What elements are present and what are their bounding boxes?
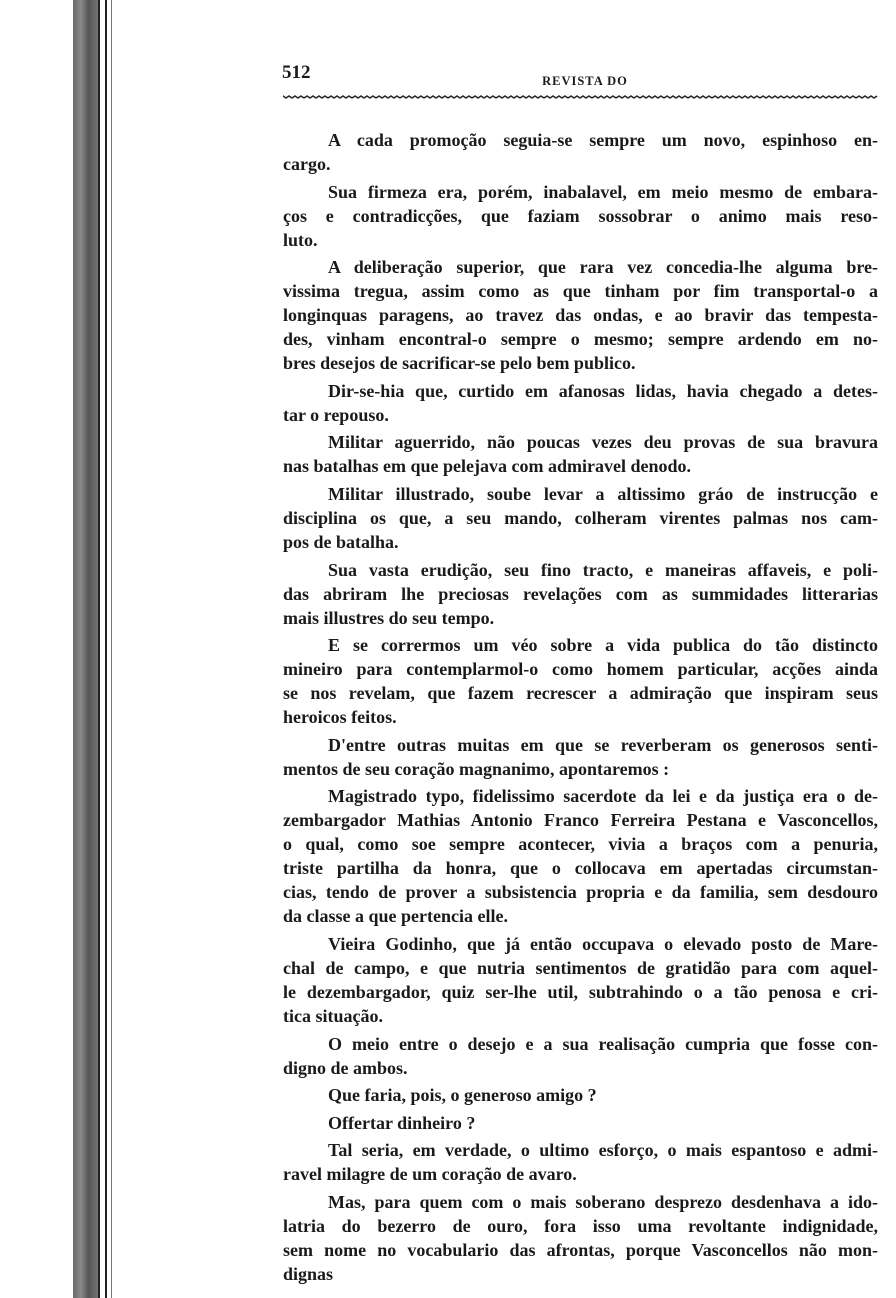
text-line: se nos revelam, que fazem recrescer a admiração que inspiram seus bbox=[283, 683, 878, 704]
text-line: das abriram lhe preciosas revelações com as summidades litterarias bbox=[283, 583, 878, 604]
paragraph bbox=[283, 180, 878, 252]
text-line: tica situação. bbox=[283, 1005, 383, 1026]
text-line: bres desejos de sacrificar-se pelo bem publico. bbox=[283, 353, 636, 374]
text-line: mineiro para contemplarmol-o como homem particular, acções ainda bbox=[283, 659, 878, 680]
text-line: O meio entre o desejo e a sua realisação cumpria que fosse con- bbox=[328, 1033, 878, 1054]
paragraph bbox=[283, 558, 878, 630]
page-number: 512 bbox=[282, 62, 311, 83]
paragraph bbox=[283, 1083, 878, 1107]
text-line: Sua firmeza era, porém, inabalavel, em meio mesmo de embara- bbox=[328, 181, 878, 202]
text-line: Que faria, pois, o generoso amigo ? bbox=[328, 1085, 597, 1106]
gutter-line bbox=[98, 0, 100, 1298]
text-line: da classe a que pertencia elle. bbox=[283, 906, 508, 927]
paragraph bbox=[283, 430, 878, 478]
gutter-line bbox=[111, 0, 112, 1298]
paragraph bbox=[283, 379, 878, 427]
text-line: Militar aguerrido, não poucas vezes deu provas de sua bravura bbox=[328, 432, 878, 453]
text-line: tar o repouso. bbox=[283, 404, 389, 425]
text-line: des, vinham encontral-o sempre o mesmo; sempre ardendo em no- bbox=[283, 329, 878, 350]
text-line: dignas bbox=[283, 1263, 334, 1284]
text-line: Tal seria, em verdade, o ultimo esforço, o mais espantoso e admi- bbox=[328, 1140, 878, 1161]
paragraph bbox=[283, 733, 878, 781]
text-line: Offertar dinheiro ? bbox=[328, 1112, 476, 1133]
text-line: sem nome no vocabulario das afrontas, porque Vasconcellos não mon- bbox=[283, 1239, 878, 1260]
text-line: zembargador Mathias Antonio Franco Ferreira Pestana e Vasconcellos, bbox=[283, 810, 878, 831]
text-line: Vieira Godinho, que já então occupava o elevado posto de Mare- bbox=[328, 933, 878, 954]
text-line: E se corrermos um véo sobre a vida publica do tão distincto bbox=[328, 635, 878, 656]
paragraph bbox=[283, 784, 878, 928]
text-line: A cada promoção seguia-se sempre um novo, espinhoso en- bbox=[328, 130, 878, 150]
text-line: cias, tendo de prover a subsistencia propria e da familia, sem desdouro bbox=[283, 882, 878, 903]
text-line: chal de campo, e que nutria sentimentos de gratidão para com aquel- bbox=[283, 957, 878, 978]
text-line: Militar illustrado, soube levar a altissimo gráo de instrucção e bbox=[328, 483, 878, 504]
text-line: Dir-se-hia que, curtido em afanosas lidas, havia chegado a detes- bbox=[328, 380, 878, 401]
text-line: vissima tregua, assim como as que tinham por fim transportal-o a bbox=[283, 281, 878, 302]
text-line: luto. bbox=[283, 229, 318, 250]
text-line: heroicos feitos. bbox=[283, 707, 397, 728]
text-line: Magistrado typo, fidelissimo sacerdote da lei e da justiça era o de- bbox=[328, 786, 878, 807]
text-line: nas batalhas em que pelejava com admiravel denodo. bbox=[283, 456, 692, 477]
paragraph bbox=[283, 633, 878, 729]
wavy-header-rule bbox=[283, 95, 879, 99]
paragraph bbox=[283, 482, 878, 554]
text-line: disciplina os que, a seu mando, colheram virentes palmas nos cam- bbox=[283, 507, 878, 528]
paragraph bbox=[283, 1111, 878, 1135]
text-line: cargo. bbox=[283, 154, 331, 174]
book-binding-gutter bbox=[73, 0, 99, 1298]
article-body bbox=[283, 128, 878, 1290]
text-line: digno de ambos. bbox=[283, 1057, 408, 1078]
text-line: Mas, para quem com o mais soberano desprezo desdenhava a ido- bbox=[328, 1191, 878, 1212]
running-title: REVISTA DO bbox=[542, 74, 628, 88]
text-line: ravel milagre de um coração de avaro. bbox=[283, 1164, 577, 1185]
paragraph bbox=[283, 932, 878, 1028]
paragraph bbox=[283, 1190, 878, 1286]
text-line: mais illustres do seu tempo. bbox=[283, 607, 495, 628]
text-line: triste partilha da honra, que o collocava em apertadas circumstan- bbox=[283, 858, 878, 879]
text-line: pos de batalha. bbox=[283, 531, 399, 552]
gutter-line bbox=[105, 0, 107, 1298]
paragraph bbox=[283, 1138, 878, 1186]
paragraph bbox=[283, 1032, 878, 1080]
text-line: A deliberação superior, que rara vez concedia-lhe alguma bre- bbox=[328, 257, 878, 278]
text-line: mentos de seu coração magnanimo, apontaremos : bbox=[283, 758, 670, 779]
paragraph bbox=[283, 128, 878, 176]
text-line: ços e contradicções, que faziam sossobrar o animo mais reso- bbox=[283, 205, 878, 226]
text-line: longinquas paragens, ao travez das ondas, e ao bravir das tempesta- bbox=[283, 305, 878, 326]
text-line: Sua vasta erudição, seu fino tracto, e maneiras affaveis, e poli- bbox=[328, 559, 878, 580]
text-line: latria do bezerro de ouro, fora isso uma revoltante indignidade, bbox=[283, 1215, 878, 1236]
text-line: D'entre outras muitas em que se reverberam os generosos senti- bbox=[328, 734, 878, 755]
paragraph bbox=[283, 255, 878, 375]
text-line: o qual, como soe sempre acontecer, vivia a braços com a penuria, bbox=[283, 834, 878, 855]
text-line: le dezembargador, quiz ser-lhe util, subtrahindo o a tão penosa e cri- bbox=[283, 981, 878, 1002]
